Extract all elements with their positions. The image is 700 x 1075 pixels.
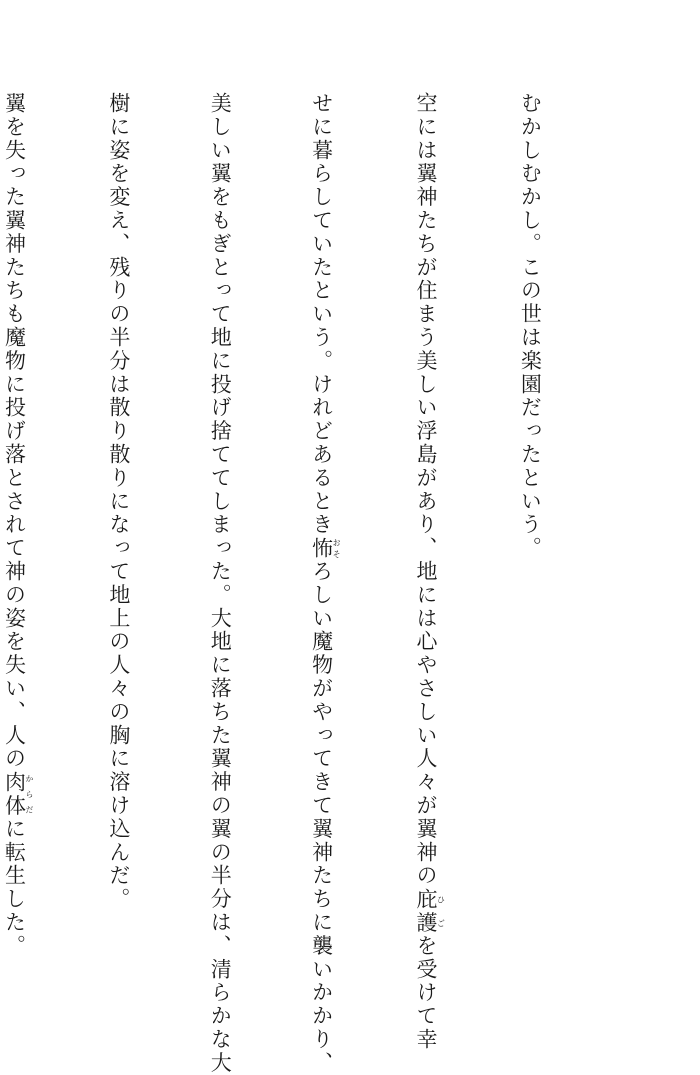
text-segment: を受けて幸: [414, 934, 439, 1052]
ruby-text: からだ: [24, 770, 34, 818]
ruby-osore: [309, 536, 342, 561]
ruby-text: おそ: [332, 536, 342, 560]
ruby-base: 庇護: [414, 887, 439, 935]
text-segment: に転生した。: [2, 817, 27, 958]
vertical-text-block: [0, 92, 614, 1075]
text-segment: 空には翼神たちが住まう美しい浮島があり、地には心やさしい人々が翼神の: [414, 92, 439, 888]
ruby-karada: [2, 770, 34, 818]
text-line-6: [0, 92, 33, 972]
text-line-2: [408, 92, 446, 1052]
text-line-4: 美しい翼をもぎとって地に投げ捨ててしまった。大地に落ちた翼神の翼の半分は、清らかな大: [208, 92, 233, 1075]
ruby-base: 肉体: [2, 770, 27, 818]
text-segment: せに暮らしていたという。けれどあるとき: [309, 92, 334, 537]
text-line-3: [304, 92, 342, 1075]
ruby-text: ひご: [436, 887, 446, 935]
text-line-5: 樹に姿を変え、残りの半分は散り散りになって地上の人々の胸に溶け込んだ。: [106, 92, 131, 911]
text-line-1: むかしむかし。この世は楽園だったという。: [518, 92, 543, 560]
ruby-higo: [414, 887, 446, 935]
ruby-base: 怖: [309, 536, 334, 561]
text-segment: 翼を失った翼神たちも魔物に投げ落とされて神の姿を失い、人の: [2, 92, 27, 771]
text-segment: ろしい魔物がやってきて翼神たちに襲いかかり、: [309, 560, 334, 1075]
